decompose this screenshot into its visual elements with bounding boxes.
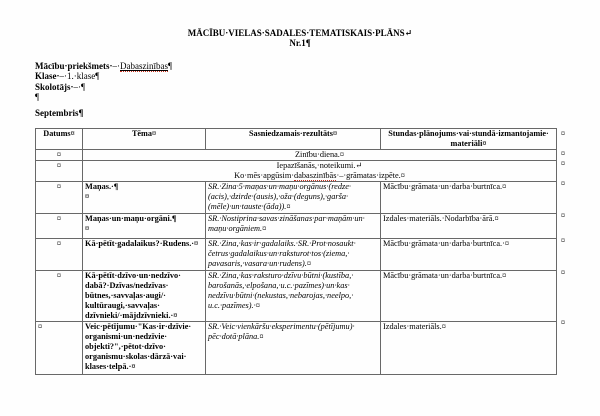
lesson-plan-table-wrap: [35, 128, 575, 375]
topic-cell: Kā·pētīt·gadalaikus?·Rudens.·¤: [83, 239, 206, 271]
doc-info-block: [35, 61, 600, 118]
row-end-marker: ¤: [561, 149, 565, 158]
topic-cell: Veic·pētījumu·"Kas·ir·dzīvie· organismi·un·nedzīvie· objekti?",·pētot·dzīvo· organismu·skolas·dārzā·vai· klases·telpā.·¤: [83, 322, 206, 375]
date-cell: ¤: [36, 271, 83, 322]
info-empty-line: ¶: [35, 91, 40, 102]
title-line-2: Nr.1¶: [289, 38, 311, 48]
table-row: [36, 322, 557, 375]
header-materiali: Stundas·plānojums·vai·stundā·izmantojamie· materiāli¤: [381, 129, 557, 150]
title-line-1: MĀCĪBU·VIELAS·SADALES·TEMATISKAIS·PLĀNS↵: [187, 28, 413, 38]
topic-cell: Maņas·un·maņu·orgāni.¶ ¤: [83, 214, 206, 239]
result-cell: SR.·Zina·5·maņas·un·maņu·orgānus·(redze· (acis),·dzirde·(ausis),·oža·(deguns),·garša· (mēle)·un·tauste·(āda)).¤: [206, 182, 381, 214]
event-text: ·–·grāmatas·izpēte.¤: [336, 171, 405, 180]
topic-cell: Kā·pētīt·dzīvo·un·nedzīvo· dabā?·Dzīvas/nedzīvas· būtnes,·savvaļas·augi/· kultūraugi,·savvaļas· dzīvnieki/·mājdzīvnieki.·¤: [83, 271, 206, 322]
teacher-label: Skolotājs·: [35, 81, 74, 92]
table-row: [36, 150, 557, 161]
teacher-value: –·: [73, 81, 82, 92]
info-class-line: [35, 71, 600, 81]
table-row: [36, 271, 557, 322]
pilcrow-mark: ¶: [167, 61, 173, 71]
materials-cell: Mācību·grāmata·un·darba·burtnīca.¤: [381, 271, 557, 322]
row-end-marker: ¤: [561, 211, 565, 220]
info-subject-line: [35, 61, 600, 71]
class-label: Klase·: [35, 71, 60, 82]
date-cell: ¤: [36, 150, 83, 161]
table-row: [36, 161, 557, 182]
row-end-marker: ¤: [561, 159, 565, 168]
result-cell: SR.·Nostiprina·savas·zināšanas·par·maņām·un· maņu·orgāniem.¤: [206, 214, 381, 239]
materials-cell: Mācību·grāmata·un·darba·burtnīca.¤: [381, 182, 557, 214]
subject-label: Mācību·priekšmets·: [35, 61, 113, 71]
row-end-marker: ¤: [561, 318, 565, 327]
materials-cell: Mācību·grāmata·un·darba·burtnīca.·¤: [381, 239, 557, 271]
subject-value: Dabaszinības: [120, 61, 168, 71]
table-row: [36, 214, 557, 239]
document-title: [0, 28, 600, 48]
merged-event-cell: [83, 161, 557, 182]
pilcrow-mark: ¶: [95, 71, 100, 82]
date-cell: ¤: [36, 239, 83, 271]
row-end-marker: ¤: [561, 179, 565, 188]
row-end-marker: ¤: [561, 236, 565, 245]
table-row: [36, 182, 557, 214]
info-teacher-line: [35, 82, 600, 92]
date-cell: ¤: [36, 161, 83, 182]
row-end-marker: ¤: [561, 129, 565, 138]
class-value: –·1.·klase: [59, 71, 96, 82]
event-text: Ko·mēs·apgūsim·: [234, 171, 295, 180]
date-cell: ¤: [36, 322, 83, 375]
merged-event-cell: Zinību·diena.¤: [83, 150, 557, 161]
date-cell: ¤: [36, 182, 83, 214]
header-rezultats: Sasniedzamais·rezultāts¤: [206, 129, 381, 150]
event-line-1: Iepazīšanās,·noteikumi.↵: [276, 161, 363, 170]
topic-cell: Maņas.·¶ ¤: [83, 182, 206, 214]
result-cell: SR.·Zina,·kas·ir·gadalaiks.·SR.·Prot·nosaukt· četrus·gadalaikus·un·raksturot·tos·(ziema,· pavasaris,·vasara·un·rudens).¤: [206, 239, 381, 271]
table-row: [36, 239, 557, 271]
result-cell: SR.·Veic·vienkāršu·eksperimentu·(pētījumu)· pēc·dotā·plāna.¤: [206, 322, 381, 375]
date-cell: ¤: [36, 214, 83, 239]
lesson-plan-table: [35, 128, 557, 375]
event-line-2: [85, 171, 554, 181]
result-cell: SR.·Zina,·kas·raksturo·dzīvu·būtni·(kustība,· barošanās,·elpošana,·u.c.·pazīmes)·un·kas· nedzīvu·būtni·(nekustas,·nebarojas,·neelpo,· u.c.·pazīmes).·¤: [206, 271, 381, 322]
materials-cell: Izdales·materiāls.¤: [381, 322, 557, 375]
pilcrow-mark: ¶: [81, 81, 86, 92]
row-end-marker: ¤: [561, 268, 565, 277]
header-row: [36, 129, 557, 150]
month-heading: Septembris¶: [35, 108, 84, 119]
materials-cell: Izdales·materiāls.·Nodarbība·ārā.¤: [381, 214, 557, 239]
header-datums: Datums¤: [36, 129, 83, 150]
header-tema: Tēma¤: [83, 129, 206, 150]
misspelled-word: dabaszinībās: [294, 171, 337, 180]
subject-dash: –·: [112, 61, 120, 71]
